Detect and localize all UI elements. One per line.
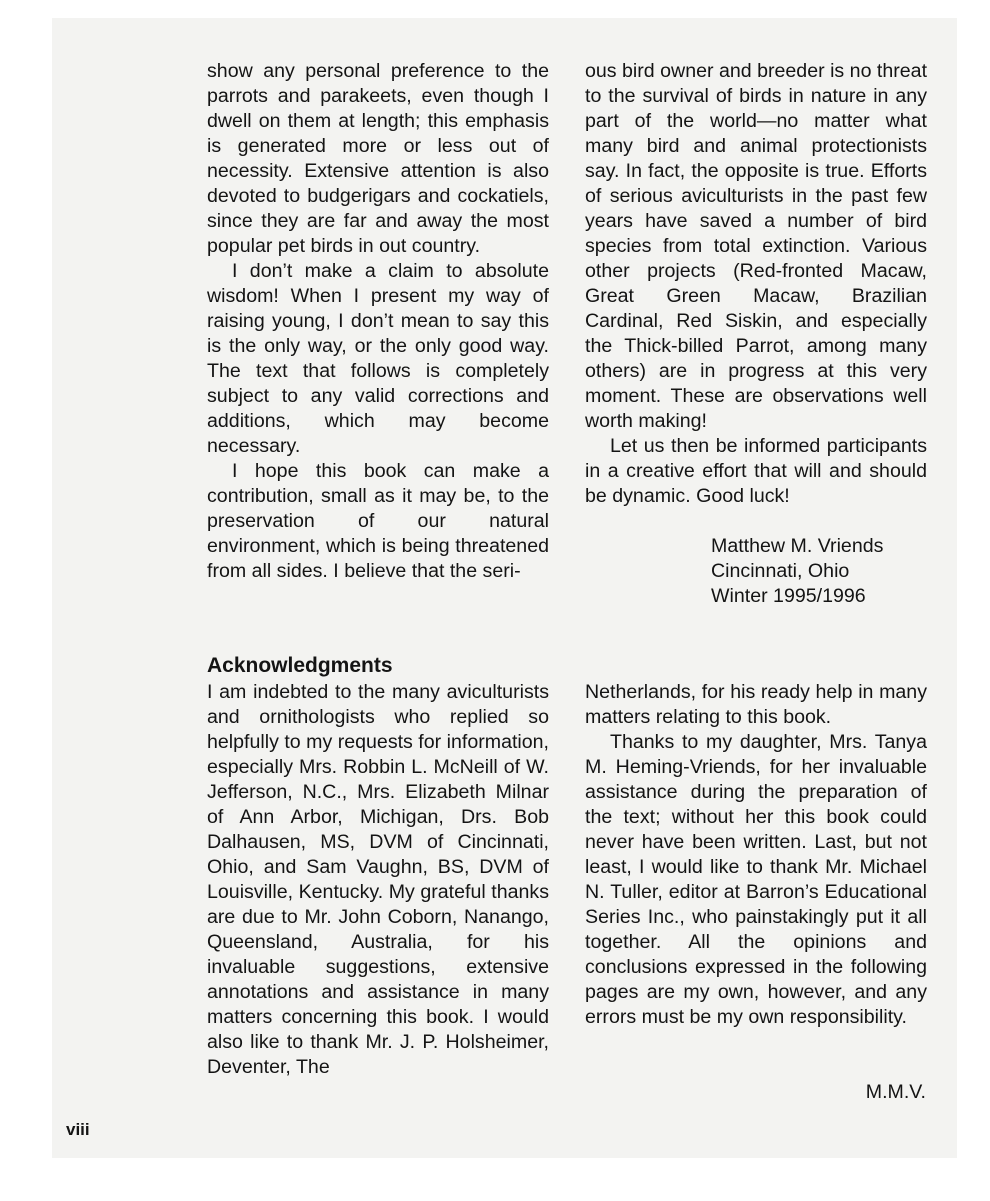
preface-paragraph: I don’t make a claim to absolute wisdom! When I present my way of raising young, I don’t mean to say this is the only way, or the only good way. The text that follows is completely subject to any valid corrections and additions, which may become necessary. [207, 260, 549, 457]
page-number: viii [66, 1120, 90, 1139]
acknowledgments-paragraph: I am indebted to the many aviculturists and ornithologists who replied so helpfully to my requests for information, especially Mrs. Robbin L. McNeill of W. Jefferson, N.C., Mrs. Elizabeth Milnar of Ann Arbor, Michigan, Drs. Bob Dalhausen, MS, DVM of Cincinnati, Ohio, and Sam Vaughn, BS, DVM of Louisville, Kentucky. My grateful thanks are due to Mr. John Coborn, Nanango, Queensland, Australia, for his invaluable suggestions, extensive annotations and assistance in many matters concerning this book. I would also like to thank Mr. J. P. Holsheimer, Deventer, The [207, 681, 549, 1078]
author-name: Matthew M. Vriends [711, 535, 884, 557]
preface-right-column [585, 59, 927, 509]
acknowledgments-heading: Acknowledgments [207, 654, 393, 677]
preface-paragraph: ous bird owner and breeder is no threat to the survival of birds in nature in any part of the world—no matter what many bird and animal protectionists say. In fact, the opposite is true. Efforts of serious aviculturists in the past few years have saved a number of bird species from total extinction. Various other projects (Red-fronted Macaw, Great Green Macaw, Brazilian Cardinal, Red Siskin, and especially the Thick-billed Parrot, among many others) are in progress at this very moment. These are observations well worth making! [585, 60, 928, 432]
author-signature [711, 534, 883, 609]
author-place: Cincinnati, Ohio [711, 560, 850, 582]
acknowledgments-right-column [585, 680, 927, 1030]
author-date: Winter 1995/1996 [711, 585, 866, 607]
acknowledgments-paragraph: Thanks to my daughter, Mrs. Tanya M. Heming-Vriends, for her invaluable assistance during the preparation of the text; without her this book could never have been written. Last, but not least, I would like to thank Mr. Michael N. Tuller, editor at Barron’s Educational Series Inc., who painstakingly put it all together. All the opinions and conclusions expressed in the following pages are my own, however, and any errors must be my own responsibility. [585, 731, 927, 1028]
preface-paragraph: show any personal preference to the parrots and parakeets, even though I dwell on them at length; this emphasis is generated more or less out of necessity. Extensive attention is also devoted to budgerigars and cockatiels, since they are far and away the most popular pet birds in out country. [207, 60, 549, 257]
preface-paragraph: Let us then be informed participants in a creative effort that will and should be dynamic. Good luck! [585, 435, 927, 507]
preface-paragraph: I hope this book can make a contribution, small as it may be, to the preservation of our natural environment, which is being threatened from all sides. I believe that the seri- [207, 460, 549, 582]
acknowledgments-paragraph: Netherlands, for his ready help in many matters relating to this book. [585, 681, 927, 728]
author-initials: M.M.V. [865, 1081, 926, 1103]
preface-left-column [207, 59, 549, 584]
acknowledgments-left-column [207, 680, 549, 1080]
